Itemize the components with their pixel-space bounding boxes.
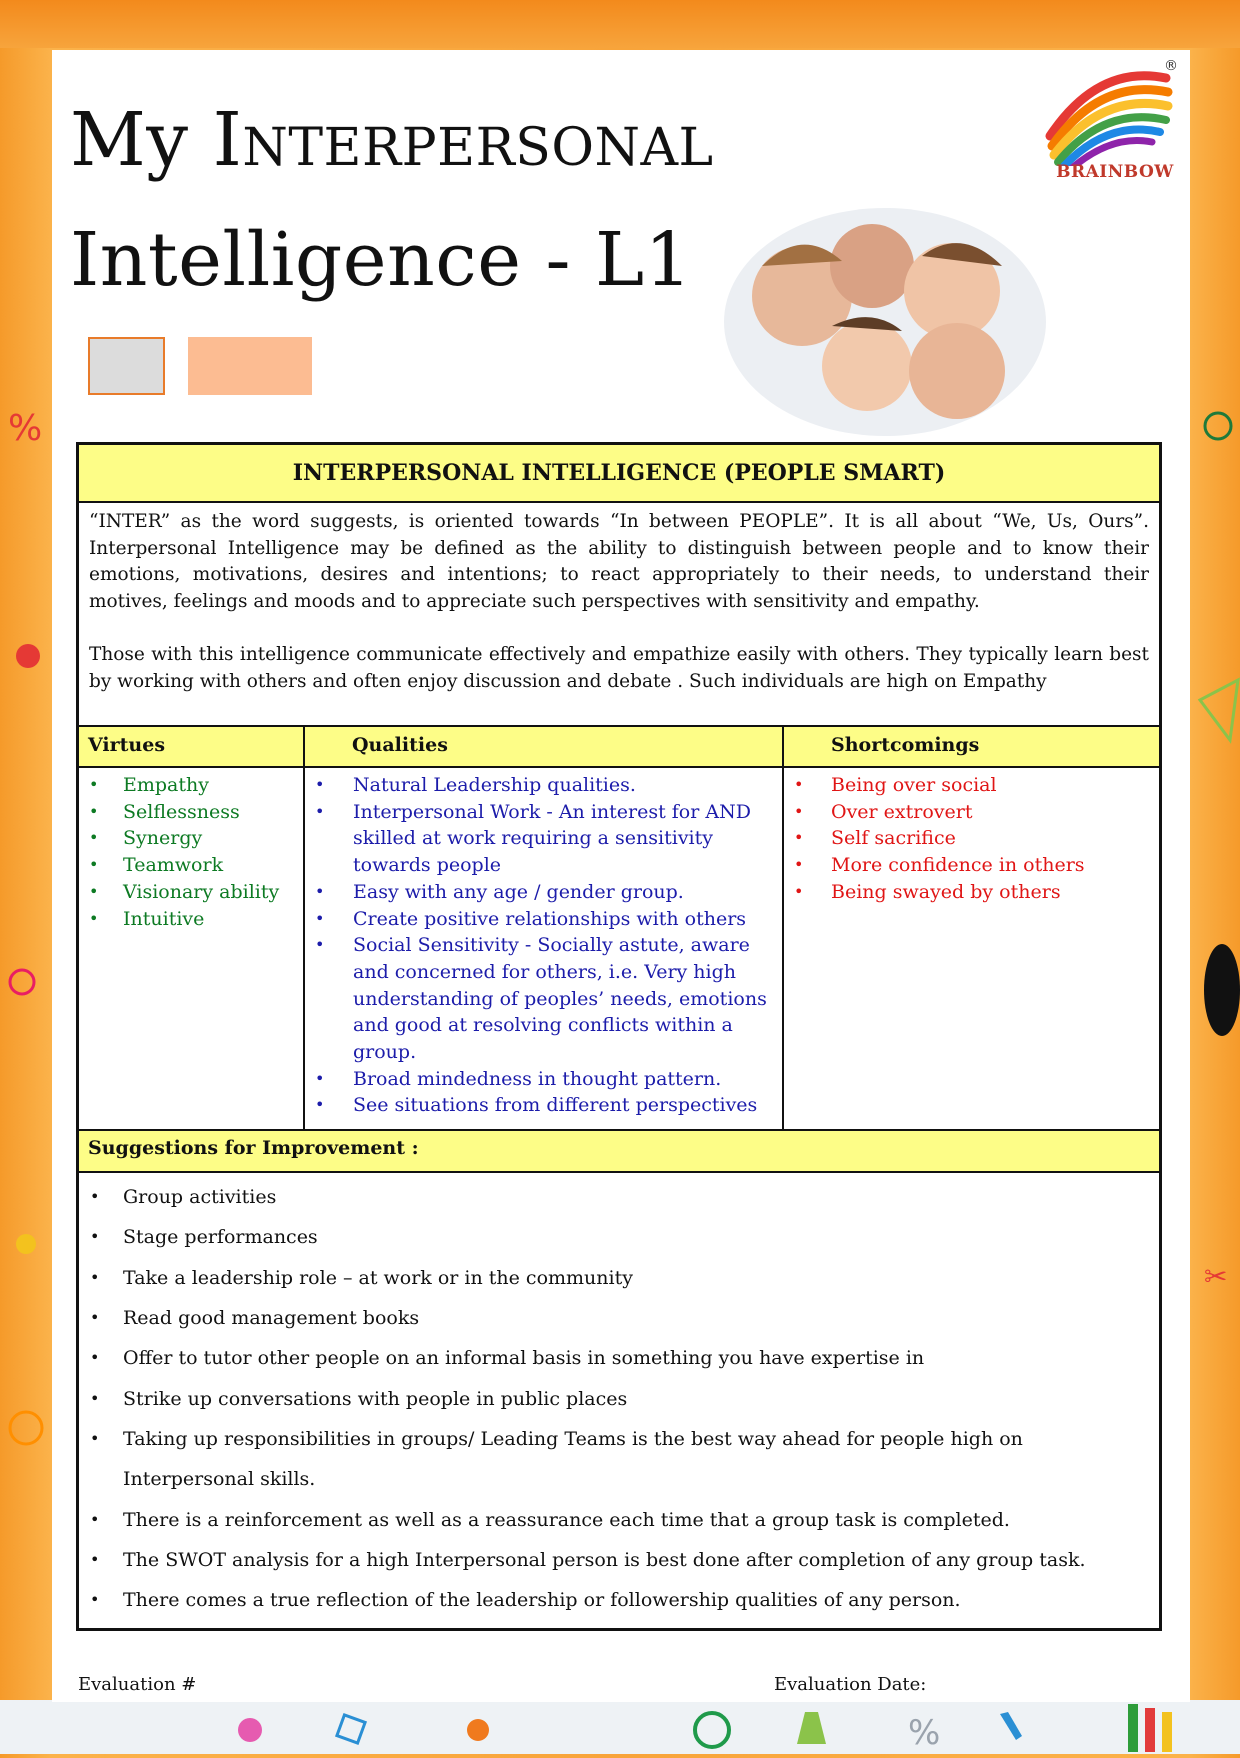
- bullet-icon: •: [90, 1267, 100, 1287]
- shortcomings-list: [784, 768, 1159, 916]
- bullet-icon: •: [89, 828, 99, 848]
- list-item-text: Being over social: [831, 774, 997, 796]
- list-item: [79, 1338, 1159, 1378]
- magnifier-doodle-icon: [1205, 413, 1231, 439]
- list-item-text: Self sacrifice: [831, 827, 956, 850]
- bullet-icon: •: [315, 908, 325, 928]
- list-item: [79, 1217, 1159, 1257]
- suggestions-list: [79, 1173, 1159, 1628]
- bullet-icon: •: [90, 1348, 100, 1368]
- list-item-text: Being swayed by others: [831, 880, 1061, 903]
- virtues-list: [79, 768, 303, 942]
- list-item-text: See situations from different perspectives: [353, 1094, 758, 1117]
- list-item-text: Social Sensitivity - Socially astute, aware and concerned for others, i.e. Very high understanding of peoples’ needs, emotions and good at resolving conflicts within a group.: [353, 934, 767, 1064]
- marker-red-icon: [1145, 1708, 1155, 1752]
- bullet-icon: •: [90, 1388, 100, 1408]
- bullet-icon: •: [315, 881, 325, 901]
- clock-icon: [695, 1713, 729, 1747]
- list-item: [79, 1177, 1159, 1217]
- list-item-text: Easy with any age / gender group.: [353, 880, 684, 903]
- decorative-frame-bottom: [0, 1700, 1240, 1754]
- bullet-icon: •: [315, 935, 325, 955]
- list-item: [79, 772, 303, 799]
- flask-icon: [797, 1712, 826, 1744]
- decorative-frame-top: [0, 0, 1240, 48]
- bullet-icon: •: [90, 1549, 100, 1569]
- list-item: [305, 1066, 782, 1093]
- bullet-icon: •: [315, 1068, 325, 1088]
- list-item-text: Group activities: [123, 1186, 277, 1209]
- list-item: [784, 879, 1159, 906]
- globe-doodle-icon: [10, 1412, 42, 1444]
- qualities-column: [303, 727, 782, 1129]
- list-item: [784, 852, 1159, 879]
- rainbow-logo-icon: [1038, 56, 1178, 166]
- suggestions-heading: Suggestions for Improvement :: [79, 1129, 1159, 1173]
- list-item-text: Stage performances: [123, 1226, 318, 1249]
- bullet-icon: •: [90, 1428, 100, 1448]
- microscope-icon: [1000, 1712, 1022, 1740]
- bullet-icon: •: [89, 775, 99, 794]
- bullet-icon: •: [315, 775, 325, 794]
- list-item-text: Teamwork: [123, 854, 224, 877]
- list-item-text: Create positive relationships with others: [353, 907, 747, 930]
- list-item: [79, 1419, 1159, 1500]
- intro-paragraph-1: “INTER” as the word suggests, is oriented towards “In between PEOPLE”. It is all about “We, Us, Ours”. Interpersonal Intelligence may be defined as the ability to distinguish between people and to know their emotions, motivations, desires and intentions; to react appropriately to their needs, to understand their motives, feelings and moods and to appreciate such perspectives with sensitivity and empathy.: [89, 511, 1149, 612]
- qualities-list: [305, 768, 782, 1129]
- marker-yellow-icon: [1162, 1712, 1172, 1752]
- trumpet-doodle-icon: [16, 644, 40, 668]
- list-item: [79, 852, 303, 879]
- list-item: [79, 799, 303, 826]
- list-item: [305, 906, 782, 933]
- list-item-text: Natural Leadership qualities.: [353, 774, 636, 796]
- bullet-icon: •: [794, 775, 804, 794]
- list-item-text: Strike up conversations with people in public places: [123, 1387, 628, 1410]
- list-item-text: Interpersonal Work - An interest for AND skilled at work requiring a sensitivity towards people: [353, 800, 751, 877]
- list-item: [305, 1092, 782, 1119]
- bullet-icon: •: [315, 1095, 325, 1115]
- bullet-icon: •: [794, 801, 804, 821]
- evaluation-date-label: Evaluation Date:: [774, 1674, 927, 1695]
- suggestions-section: [79, 1129, 1159, 1628]
- cube-icon: [337, 1715, 365, 1743]
- logo-brand-name: BRAINBOW: [1056, 162, 1174, 182]
- qualities-heading: Qualities: [305, 727, 782, 768]
- bullet-icon: •: [315, 801, 325, 821]
- list-item: [79, 1379, 1159, 1419]
- intelligence-table: [76, 442, 1162, 1631]
- percent-icon: %: [908, 1713, 941, 1753]
- list-item: [79, 1298, 1159, 1338]
- list-item-text: There is a reinforcement as well as a reassurance each time that a group task is completed.: [123, 1508, 1010, 1531]
- list-item-text: Offer to tutor other people on an informal basis in something you have expertise in: [123, 1347, 925, 1370]
- list-item: [79, 879, 303, 906]
- bullet-icon: •: [89, 881, 99, 901]
- list-item-text: More confidence in others: [831, 854, 1085, 877]
- list-item-text: Selflessness: [123, 800, 240, 823]
- list-item-text: Visionary ability: [123, 880, 280, 903]
- worksheet-page: [52, 50, 1190, 1702]
- section-header: INTERPERSONAL INTELLIGENCE (PEOPLE SMART): [79, 445, 1159, 503]
- grey-color-swatch: [88, 337, 165, 395]
- virtues-column: [79, 727, 303, 1129]
- list-item: [79, 1580, 1159, 1620]
- bullet-icon: •: [89, 801, 99, 821]
- registered-mark: ®: [1164, 58, 1178, 74]
- bullet-icon: •: [90, 1227, 100, 1247]
- list-item-text: Taking up responsibilities in groups/ Leading Teams is the best way ahead for people high on Interpersonal skills.: [123, 1427, 1023, 1491]
- list-item-text: Empathy: [123, 774, 209, 796]
- list-item-text: Over extrovert: [831, 800, 973, 823]
- intro-paragraph-2: Those with this intelligence communicate effectively and empathize easily with others. They typically learn best by working with others and often enjoy discussion and debate . Such individuals are high on Empathy: [89, 644, 1149, 692]
- list-item-text: Take a leadership role – at work or in the community: [123, 1266, 633, 1289]
- bullet-icon: •: [90, 1509, 100, 1529]
- marker-green-icon: [1128, 1704, 1138, 1752]
- evaluation-number-label: Evaluation #: [78, 1674, 197, 1695]
- list-item-text: Broad mindedness in thought pattern.: [353, 1067, 722, 1090]
- traits-columns: [79, 725, 1159, 1129]
- page-title: [70, 80, 810, 320]
- list-item: [784, 825, 1159, 852]
- list-item: [784, 799, 1159, 826]
- bullet-icon: •: [794, 828, 804, 848]
- list-item: [305, 879, 782, 906]
- bullet-icon: •: [794, 855, 804, 875]
- percent-doodle-icon: %: [8, 408, 43, 449]
- bullet-icon: •: [90, 1187, 100, 1207]
- list-item: [79, 1500, 1159, 1540]
- bullet-icon: •: [89, 908, 99, 928]
- intro-text: [79, 503, 1159, 725]
- atom-doodle-icon: [10, 970, 34, 994]
- list-item: [79, 825, 303, 852]
- virtues-heading: Virtues: [79, 727, 303, 768]
- list-item: [305, 932, 782, 1066]
- bullet-icon: •: [89, 855, 99, 875]
- peach-color-swatch: [188, 337, 312, 395]
- scissors-doodle-icon: ✂: [1204, 1260, 1228, 1293]
- list-item-text: Read good management books: [123, 1307, 420, 1330]
- music-note-icon: [238, 1718, 262, 1742]
- brainbow-logo: [1038, 56, 1178, 186]
- list-item-text: The SWOT analysis for a high Interpersonal person is best done after completion of any group task.: [123, 1548, 1086, 1571]
- shortcomings-column: [782, 727, 1159, 1129]
- list-item: [305, 772, 782, 799]
- title-line-intelligence: Intelligence - L1: [70, 217, 693, 303]
- stationery-icons-strip: [0, 1700, 1240, 1754]
- bullet-icon: •: [90, 1590, 100, 1610]
- list-item-text: Intuitive: [123, 907, 205, 930]
- list-item: [305, 799, 782, 879]
- list-item: [79, 1540, 1159, 1580]
- bullet-icon: •: [794, 881, 804, 901]
- geometry-doodle-icon: [1200, 680, 1238, 740]
- bullet-icon: •: [90, 1308, 100, 1328]
- running-doodle-icon: [16, 1234, 36, 1254]
- title-word-interpersonal: Interpersonal: [212, 97, 714, 183]
- list-item: [784, 772, 1159, 799]
- running-person-icon: [467, 1719, 489, 1741]
- ink-splash-icon: [1204, 944, 1240, 1036]
- list-item: [79, 1258, 1159, 1298]
- list-item-text: There comes a true reflection of the leadership or followership qualities of any person.: [123, 1589, 961, 1612]
- list-item-text: Synergy: [123, 827, 203, 850]
- title-word-my: My: [70, 97, 189, 183]
- group-photo: [722, 206, 1048, 438]
- shortcomings-heading: Shortcomings: [784, 727, 1159, 768]
- list-item: [79, 906, 303, 933]
